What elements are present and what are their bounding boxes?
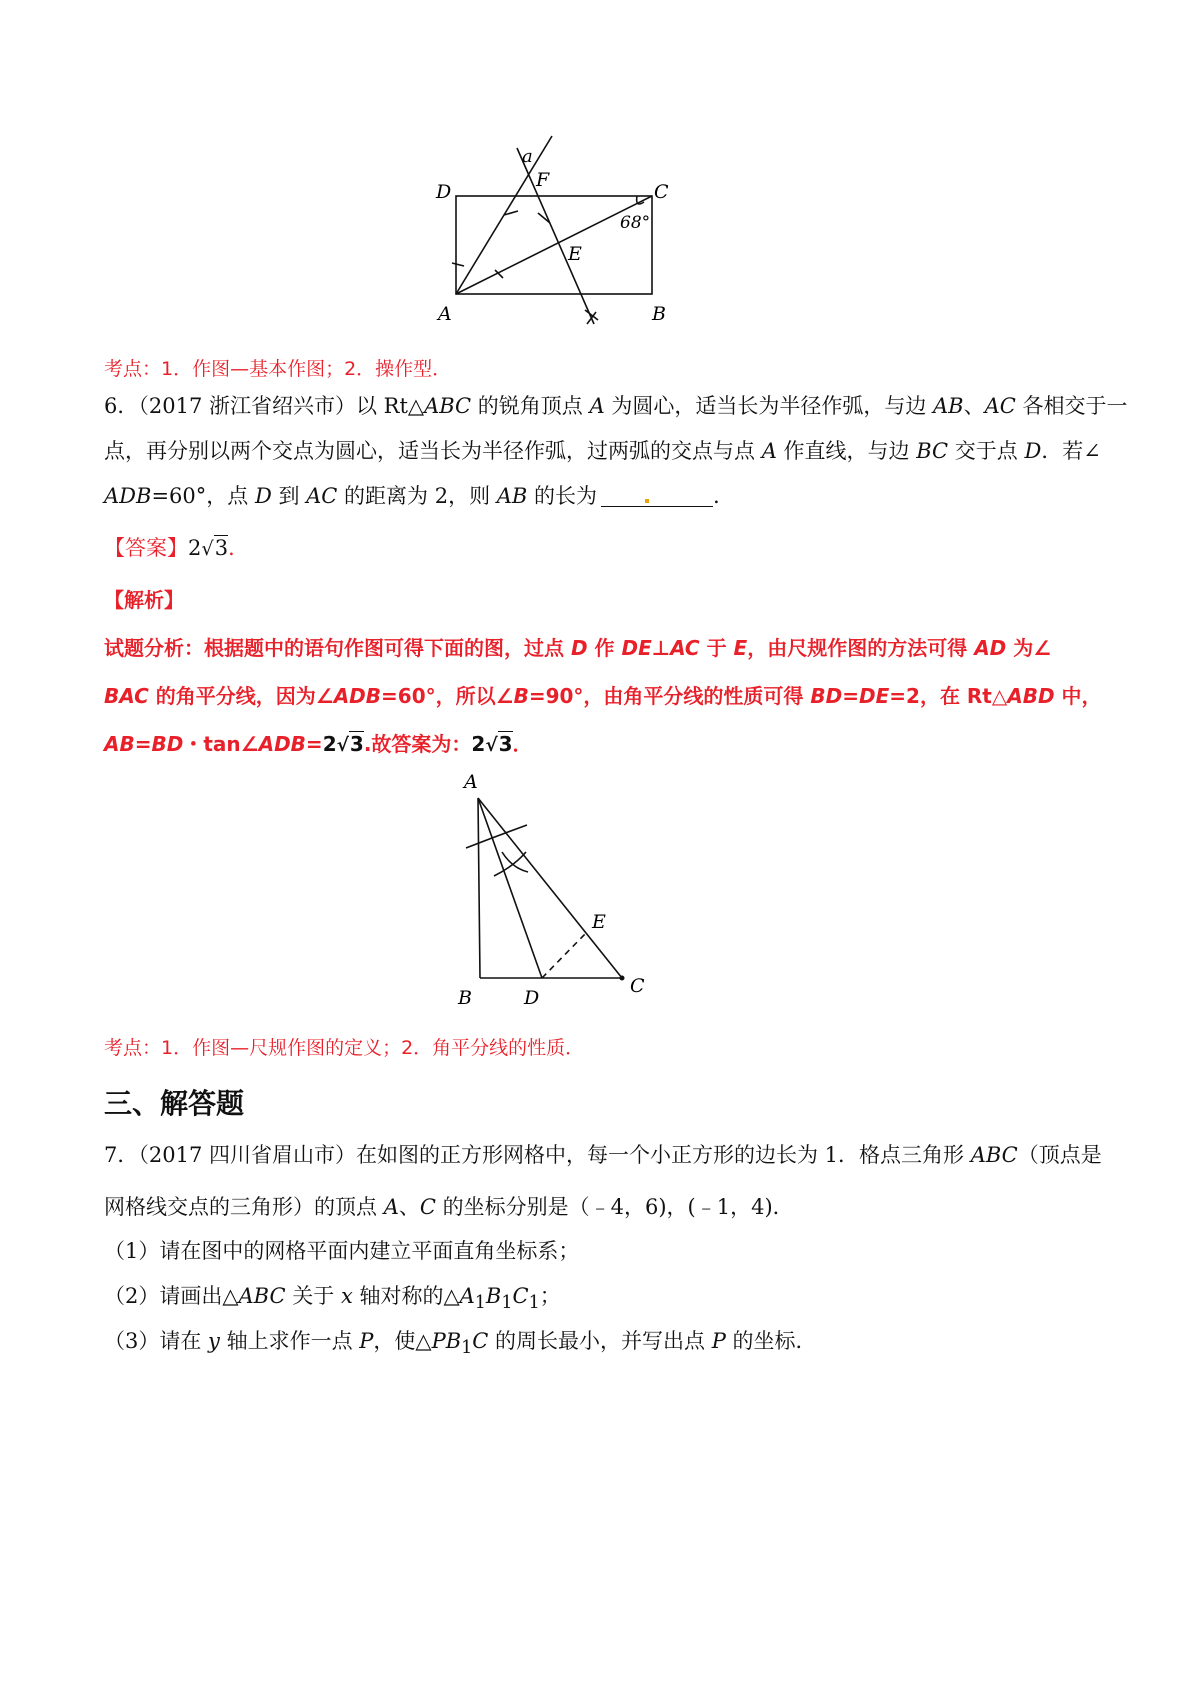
label-e: E [568, 243, 582, 265]
question-6-line-1: 6．（2017 浙江省绍兴市）以 Rt△ABC 的锐角顶点 A 为圆心，适当长为半径作弧，与边 AB、AC 各相交于一 [104, 394, 1128, 418]
label-e: E [592, 911, 606, 933]
section-heading: 三、解答题 [104, 1087, 245, 1120]
perpendicular-bisector [517, 148, 594, 324]
analysis-line-1: 试题分析：根据题中的语句作图可得下面的图，过点 D 作 DE⊥AC 于 E，由尺规作图的方法可得 AD 为∠ [104, 636, 1052, 660]
question-7-sub-2: （2）请画出△ABC 关于 x 轴对称的$\triangle A_1B_1C_1$； [104, 1284, 561, 1314]
kaodian-1: 考点：1．作图—基本作图；2．操作型． [104, 358, 452, 380]
label-c: C [630, 975, 645, 997]
label-c: C [654, 181, 669, 203]
analysis-line-3: AB=BD・tan∠ADB=2√3.故答案为：2√3． [104, 732, 533, 756]
answer-line: 【答案】2√3． [104, 536, 250, 560]
label-alpha: a [522, 146, 533, 167]
label-d: D [436, 181, 452, 203]
analysis-line-2: BAC 的角平分线，因为∠ADB=60°，所以∠B=90°，由角平分线的性质可得 BD=DE=2，在 Rt△ABD 中， [104, 684, 1102, 708]
side-ab [478, 798, 480, 978]
label-b: B [458, 987, 472, 1008]
label-angle-68: 68° [620, 213, 651, 233]
bisector-ad [478, 798, 542, 978]
label-d: D [524, 987, 540, 1008]
question-7-line-1: 7．（2017 四川省眉山市）在如图的正方形网格中，每一个小正方形的边长为 1．格点三角形 ABC（顶点是 [104, 1143, 1102, 1167]
figure-rectangle-construction [430, 128, 690, 340]
question-7-sub-3: （3）请在 y 轴上求作一点 P，使$\triangle PB_1C$ 的周长最小，并写出点 P 的坐标． [104, 1329, 817, 1359]
question-6-line-3: ADB=60°，点 D 到 AC 的距离为 2，则 AB 的长为 ． [104, 484, 735, 508]
question-7-sub-1: （1）请在图中的网格平面内建立平面直角坐标系； [104, 1239, 580, 1263]
question-6-line-2: 点，再分别以两个交点为圆心，适当长为半径作弧，过两弧的交点与点 A 作直线，与边 BC 交于点 D．若∠ [104, 439, 1101, 463]
label-f: F [536, 169, 550, 191]
figure-angle-bisector [452, 768, 662, 1008]
label-a: A [438, 303, 452, 325]
question-7-line-2: 网格线交点的三角形）的顶点 A、C 的坐标分别是（﹣4，6)，(﹣1，4)． [104, 1195, 794, 1219]
label-a: A [464, 771, 478, 793]
kaodian-2: 考点：1．作图—尺规作图的定义；2．角平分线的性质． [104, 1037, 585, 1059]
perpendicular-de [542, 933, 586, 978]
answer-blank [601, 488, 713, 507]
analysis-label: 【解析】 [104, 588, 184, 612]
label-b: B [652, 303, 666, 325]
answer-label: 【答案】 [104, 536, 188, 560]
side-ac [478, 798, 622, 978]
